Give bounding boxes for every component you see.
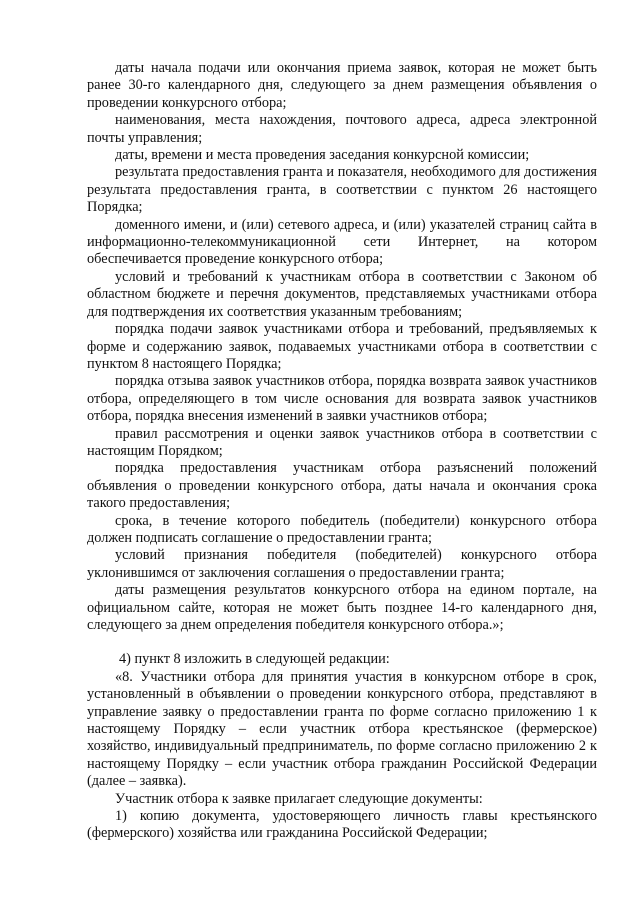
paragraph-withdrawal-order: порядка отзыва заявок участников отбора, порядка возврата заявок участников отбора, определяющего в том числе основания для возврата заявок участников отбора, порядка внесения изменений в заявки участников отбора; — [87, 373, 597, 425]
paragraph-attached-documents: Участник отбора к заявке прилагает следующие документы: — [115, 790, 483, 807]
paragraph-review-rules: правил рассмотрения и оценки заявок участников отбора в соответствии с настоящим Порядком; — [87, 425, 597, 459]
paragraph-signing-term: срока, в течение которого победитель (победители) конкурсного отбора должен подписать соглашение о предоставлении гранта; — [87, 512, 597, 546]
paragraph-results-publication: даты размещения результатов конкурсного отбора на едином портале, на официальном сайте, которая не может быть позднее 14-го календарного дня, следующего за днем определения победителя конкурсного отбора.»; — [87, 582, 597, 633]
paragraph-grant-result: результата предоставления гранта и показателя, необходимого для достижения результата предоставления гранта, в соответствии с пунктом 26 настоящего Порядка; — [87, 164, 597, 216]
paragraph-management-address: наименования, места нахождения, почтового адреса, адреса электронной почты управления; — [87, 112, 597, 146]
paragraph-commission-meeting: даты, времени и места проведения заседания конкурсной комиссии; — [115, 147, 530, 164]
paragraph-domain-name: доменного имени, и (или) сетевого адреса, и (или) указателей страниц сайта в информационно-телекоммуникационной сети Интернет, на котором обеспечивается проведение конкурсного отбора; — [87, 216, 597, 268]
paragraph-application-dates: даты начала подачи или окончания приема заявок, которая не может быть ранее 30-го календарного дня, следующего за днем размещения объявления о проведении конкурсного отбора; — [87, 60, 597, 111]
paragraph-clause-8: «8. Участники отбора для принятия участия в конкурсном отборе в срок, установленный в объявлении о проведении конкурсного отбора, представляют в управление заявку о предоставлении гранта по форме согласно приложению 1 к настоящему Порядку – если участник отбора крестьянское (фермерское) хозяйство, индивидуальный предприниматель, по форме согласно приложению 2 к настоящему Порядку – если участник отбора гражданин Российской Федерации (далее – заявка). — [87, 668, 597, 790]
paragraph-clarifications: порядка предоставления участникам отбора разъяснений положений объявления о проведении конкурсного отбора, даты начала и окончания срока такого предоставления; — [87, 460, 597, 512]
section-gap — [87, 634, 597, 651]
paragraph-item-4: 4) пункт 8 изложить в следующей редакции: — [119, 651, 390, 668]
paragraph-evasion-conditions: условий признания победителя (победителей) конкурсного отбора уклонившимся от заключения соглашения о предоставлении гранта; — [87, 547, 597, 581]
paragraph-participant-requirements: условий и требований к участникам отбора в соответствии с Законом об областном бюджете и перечня документов, представляемых участниками отбора для подтверждения их соответствия указанным требованиям; — [87, 268, 597, 320]
paragraph-submission-order: порядка подачи заявок участниками отбора и требований, предъявляемых к форме и содержанию заявок, подаваемых участниками отбора в соответствии с пунктом 8 настоящего Порядка; — [87, 321, 597, 372]
paragraph-identity-document: 1) копию документа, удостоверяющего личность главы крестьянского (фермерского) хозяйства или гражданина Российской Федерации; — [87, 808, 597, 842]
